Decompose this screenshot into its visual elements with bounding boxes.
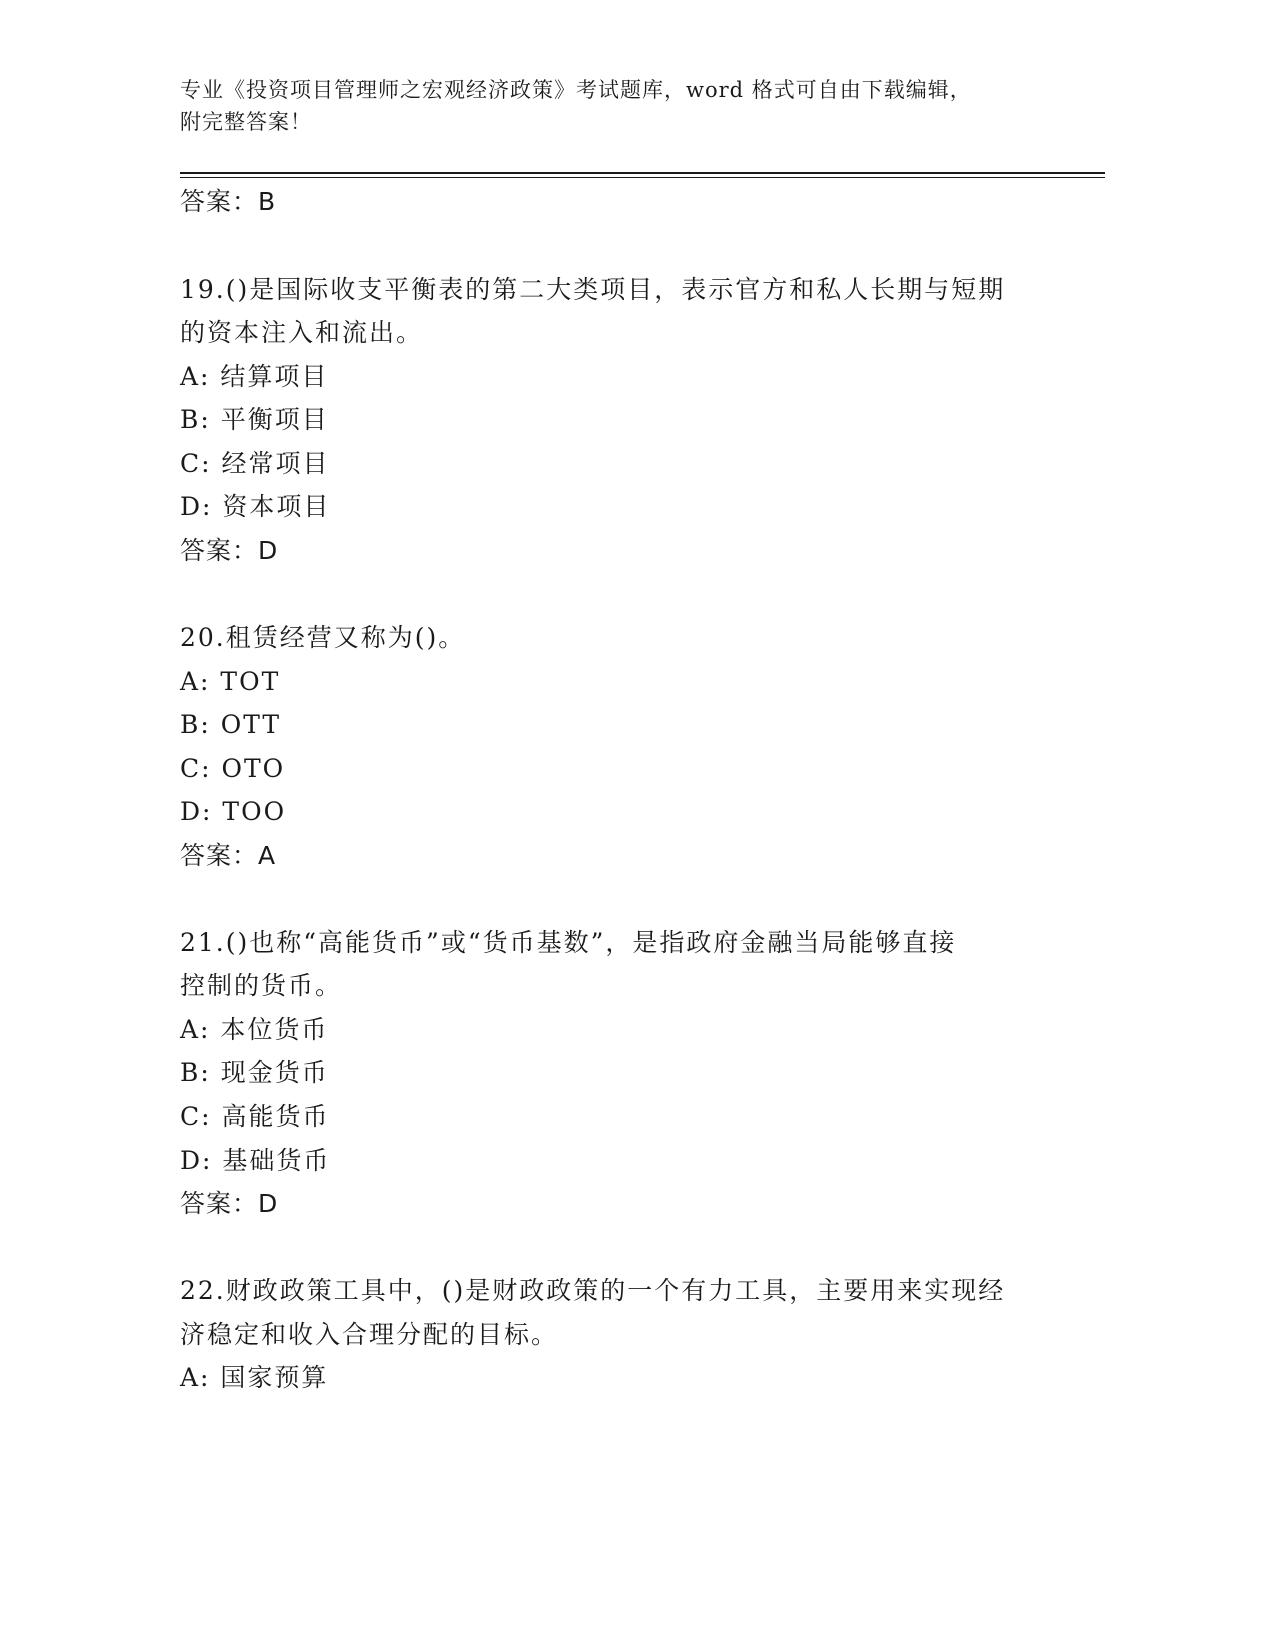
question-19-option-b: B: 平衡项目 <box>180 405 329 434</box>
question-21-stem-line-2: 控制的货币。 <box>180 971 343 1000</box>
header-line-1: 专业《投资项目管理师之宏观经济政策》考试题库，word 格式可自由下载编辑， <box>180 78 972 102</box>
question-20-option-c: C: OTO <box>180 754 286 783</box>
question-19-option-a: A: 结算项目 <box>180 362 329 391</box>
question-21-option-d: D: 基础货币 <box>180 1146 331 1175</box>
question-21-stem-line-1: 21.()也称“高能货币”或“货币基数”，是指政府金融当局能够直接 <box>180 928 957 957</box>
header-line-2: 附完整答案！ <box>180 110 312 134</box>
question-21-answer: 答案：D <box>180 1189 279 1218</box>
document-header <box>180 74 1060 138</box>
question-22-option-a: A: 国家预算 <box>180 1363 329 1392</box>
question-19-stem-line-1: 19.()是国际收支平衡表的第二大类项目，表示官方和私人长期与短期 <box>180 275 1006 304</box>
question-19-answer: 答案：D <box>180 536 279 565</box>
question-19-option-d: D: 资本项目 <box>180 492 331 521</box>
question-19-option-c: C: 经常项目 <box>180 449 330 478</box>
question-22-stem-line-1: 22.财政政策工具中，()是财政政策的一个有力工具，主要用来实现经 <box>180 1276 1006 1305</box>
question-20-option-a: A: TOT <box>180 667 281 696</box>
question-20-option-b: B: OTT <box>180 710 282 739</box>
question-21-option-c: C: 高能货币 <box>180 1102 330 1131</box>
question-21-option-b: B: 现金货币 <box>180 1058 329 1087</box>
question-22-stem-line-2: 济稳定和收入合理分配的目标。 <box>180 1320 559 1349</box>
question-20-option-d: D: TOO <box>180 797 287 826</box>
question-19-stem-line-2: 的资本注入和流出。 <box>180 318 424 347</box>
answer-prev: 答案：B <box>180 187 277 216</box>
header-divider <box>180 172 1105 174</box>
question-21-option-a: A: 本位货币 <box>180 1015 329 1044</box>
question-20-stem-line-1: 20.租赁经营又称为()。 <box>180 623 466 652</box>
question-20-answer: 答案：A <box>180 841 277 870</box>
header-divider-thin <box>180 177 1105 178</box>
